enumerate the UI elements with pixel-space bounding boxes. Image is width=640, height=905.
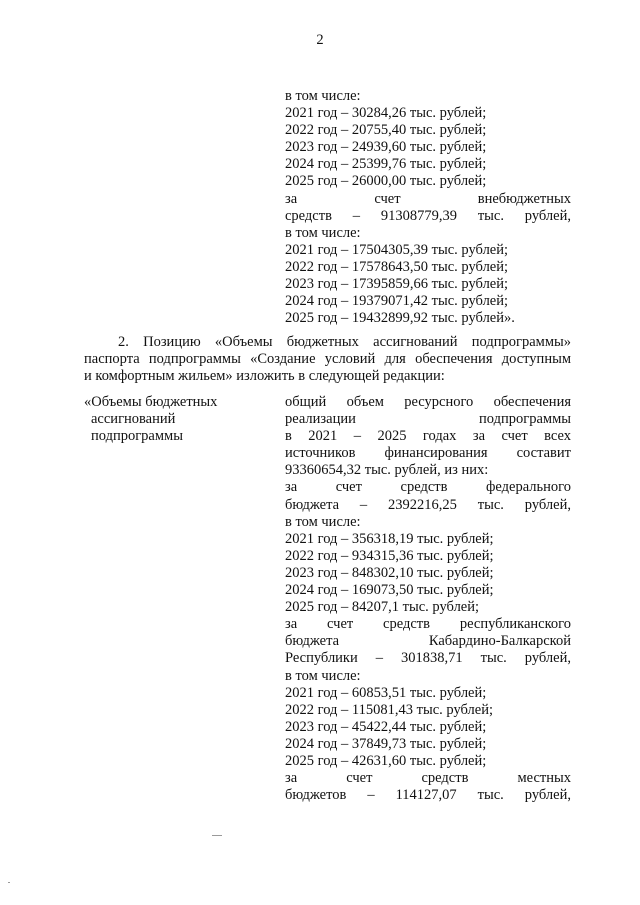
page-number: 2 (316, 32, 324, 48)
left-column-line: «Объемы бюджетных (84, 394, 218, 410)
right-column-line: Республики – 301838,71 тыс. рублей, (285, 650, 571, 667)
top-block (285, 88, 571, 327)
right-column-line: источников финансирования составит (285, 445, 571, 462)
right-column-line: за счет средств федерального (285, 479, 571, 496)
right-column-line: 2025 год – 84207,1 тыс. рублей; (285, 599, 480, 616)
table-left-column (84, 394, 254, 445)
table-right-column (285, 394, 571, 804)
right-column-line: 2025 год – 42631,60 тыс. рублей; (285, 752, 487, 769)
right-column-line: 93360654,32 тыс. рублей, из них: (285, 462, 489, 479)
right-column-line: 2021 год – 356318,19 тыс. рублей; (285, 530, 494, 547)
right-column-line: бюджетов – 114127,07 тыс. рублей, (285, 787, 571, 804)
right-column-line: 2023 год – 45422,44 тыс. рублей; (285, 718, 487, 735)
right-column-line: 2023 год – 848302,10 тыс. рублей; (285, 564, 494, 581)
top-line: 2024 год – 19379071,42 тыс. рублей; (285, 293, 509, 310)
top-line: средств – 91308779,39 тыс. рублей, (285, 207, 571, 224)
top-line: 2023 год – 17395859,66 тыс. рублей; (285, 276, 509, 293)
top-line: 2021 год – 30284,26 тыс. рублей; (285, 105, 487, 122)
right-column-line: 2024 год – 169073,50 тыс. рублей; (285, 582, 494, 599)
right-column-line: общий объем ресурсного обеспечения (285, 394, 571, 410)
right-column-line: 2022 год – 115081,43 тыс. рублей; (285, 701, 493, 718)
right-column-line: в том числе: (285, 667, 361, 684)
right-column-line: бюджета Кабардино-Балкарской (285, 633, 571, 650)
top-line: в том числе: (285, 224, 361, 241)
right-column-line: 2021 год – 60853,51 тыс. рублей; (285, 684, 487, 701)
right-column-line: за счет средств местных (285, 770, 571, 787)
scan-mark (212, 835, 222, 836)
scan-mark (8, 882, 10, 883)
amendment-paragraph (84, 334, 571, 385)
left-column-line: ассигнований (91, 411, 176, 428)
right-column-line: 2024 год – 37849,73 тыс. рублей; (285, 735, 487, 752)
right-column-line: в том числе: (285, 513, 361, 530)
top-line: в том числе: (285, 88, 361, 104)
right-column-line: 2022 год – 934315,36 тыс. рублей; (285, 547, 494, 564)
right-column-line: в 2021 – 2025 годах за счет всех (285, 428, 571, 445)
top-line: 2021 год – 17504305,39 тыс. рублей; (285, 241, 509, 258)
top-line: 2025 год – 19432899,92 тыс. рублей». (285, 310, 515, 327)
left-column-line: подпрограммы (91, 428, 183, 445)
paragraph-line: и комфортным жильем» изложить в следующей редакции: (84, 368, 445, 385)
paragraph-line: паспорта подпрограммы «Создание условий для обеспечения доступным (84, 351, 571, 368)
paragraph-line: 2. Позицию «Объемы бюджетных ассигнований подпрограммы» (118, 334, 571, 350)
top-line: 2024 год – 25399,76 тыс. рублей; (285, 156, 487, 173)
top-line: 2023 год – 24939,60 тыс. рублей; (285, 139, 487, 156)
top-line: 2025 год – 26000,00 тыс. рублей; (285, 173, 487, 190)
right-column-line: бюджета – 2392216,25 тыс. рублей, (285, 496, 571, 513)
top-line: 2022 год – 17578643,50 тыс. рублей; (285, 258, 509, 275)
top-line: за счет внебюджетных (285, 190, 571, 207)
top-line: 2022 год – 20755,40 тыс. рублей; (285, 122, 487, 139)
right-column-line: реализации подпрограммы (285, 411, 571, 428)
right-column-line: за счет средств республиканского (285, 616, 571, 633)
